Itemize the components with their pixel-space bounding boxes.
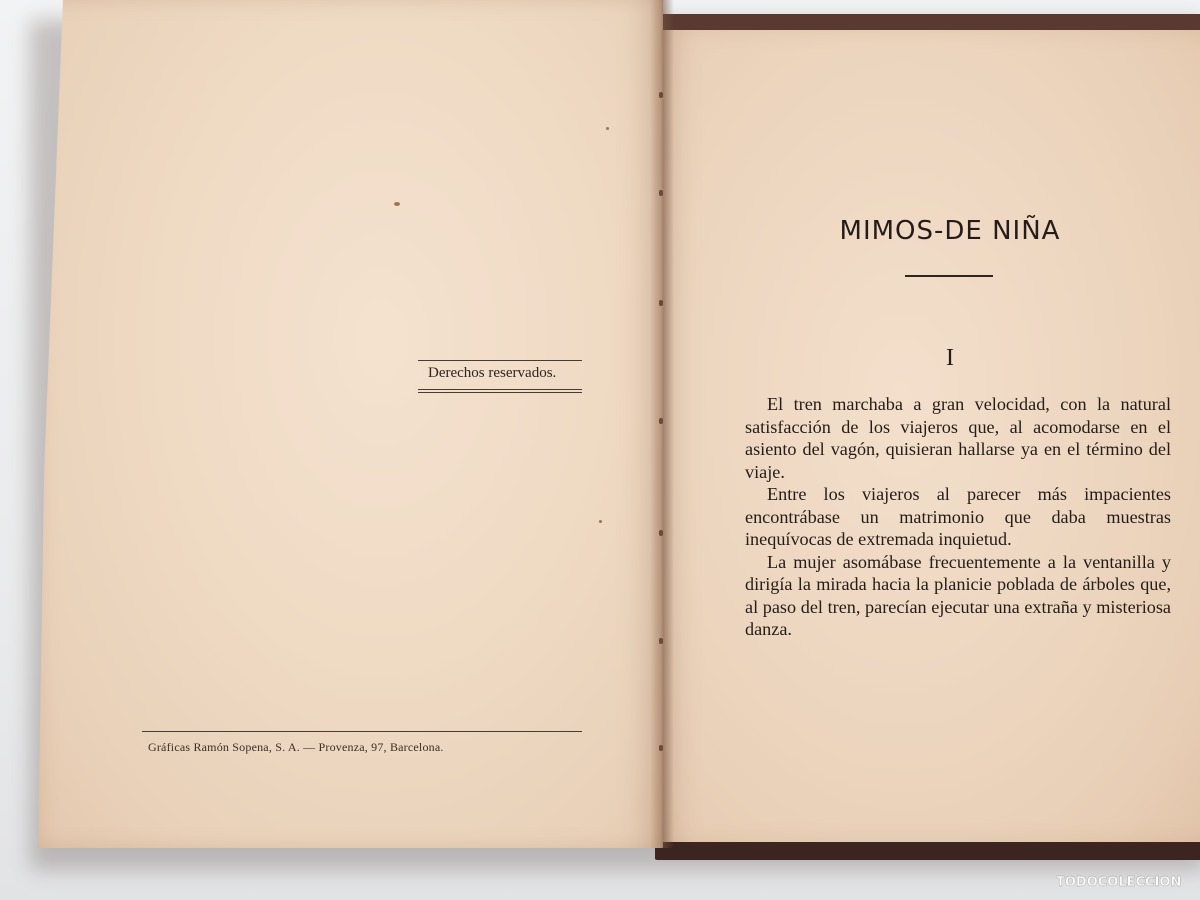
binding-stitch bbox=[659, 530, 663, 536]
printer-imprint: Gráficas Ramón Sopena, S. A. — Provenza, 97, Barcelona. bbox=[148, 740, 444, 754]
paragraph: Entre los viajeros al parecer más impacientes encontrábase un matrimonio que daba muestras inequívocas de extremada inquietud. bbox=[745, 484, 1171, 549]
paragraph: La mujer asomábase frecuentemente a la ventanilla y dirigía la mirada hacia la planicie poblada de árboles que, al paso del tren, parecían ejecutar una extraña y misteriosa danza. bbox=[745, 551, 1171, 639]
left-page bbox=[38, 0, 663, 848]
binding-stitch bbox=[659, 300, 663, 306]
chapter-title: MIMOS-DE NIÑA bbox=[839, 216, 1061, 246]
binding-stitch bbox=[659, 745, 663, 751]
paragraph: El tren marchaba a gran velocidad, con la natural satisfacción de los viajeros que, al acomodarse en el asiento del vagón, quisieran hallarse ya en el término del viaje. bbox=[745, 394, 1171, 482]
chapter-body bbox=[745, 393, 1171, 641]
binding-stitch bbox=[659, 92, 663, 98]
binding-stitch bbox=[659, 190, 663, 196]
binding-stitch bbox=[659, 418, 663, 424]
imprint-rule bbox=[142, 731, 582, 732]
book-gutter bbox=[650, 0, 674, 848]
rights-notice: Derechos reservados. bbox=[428, 365, 557, 381]
foxing-spot bbox=[606, 127, 609, 130]
rights-notice-box bbox=[418, 360, 582, 390]
svg-text:TODOCOLECCION: TODOCOLECCION bbox=[1056, 875, 1182, 890]
chapter-numeral: I bbox=[946, 345, 954, 371]
title-rule bbox=[905, 275, 993, 277]
watermark-logo bbox=[1056, 870, 1196, 892]
foxing-spot bbox=[599, 520, 602, 523]
binding-stitch bbox=[659, 638, 663, 644]
foxing-spot bbox=[394, 202, 400, 206]
